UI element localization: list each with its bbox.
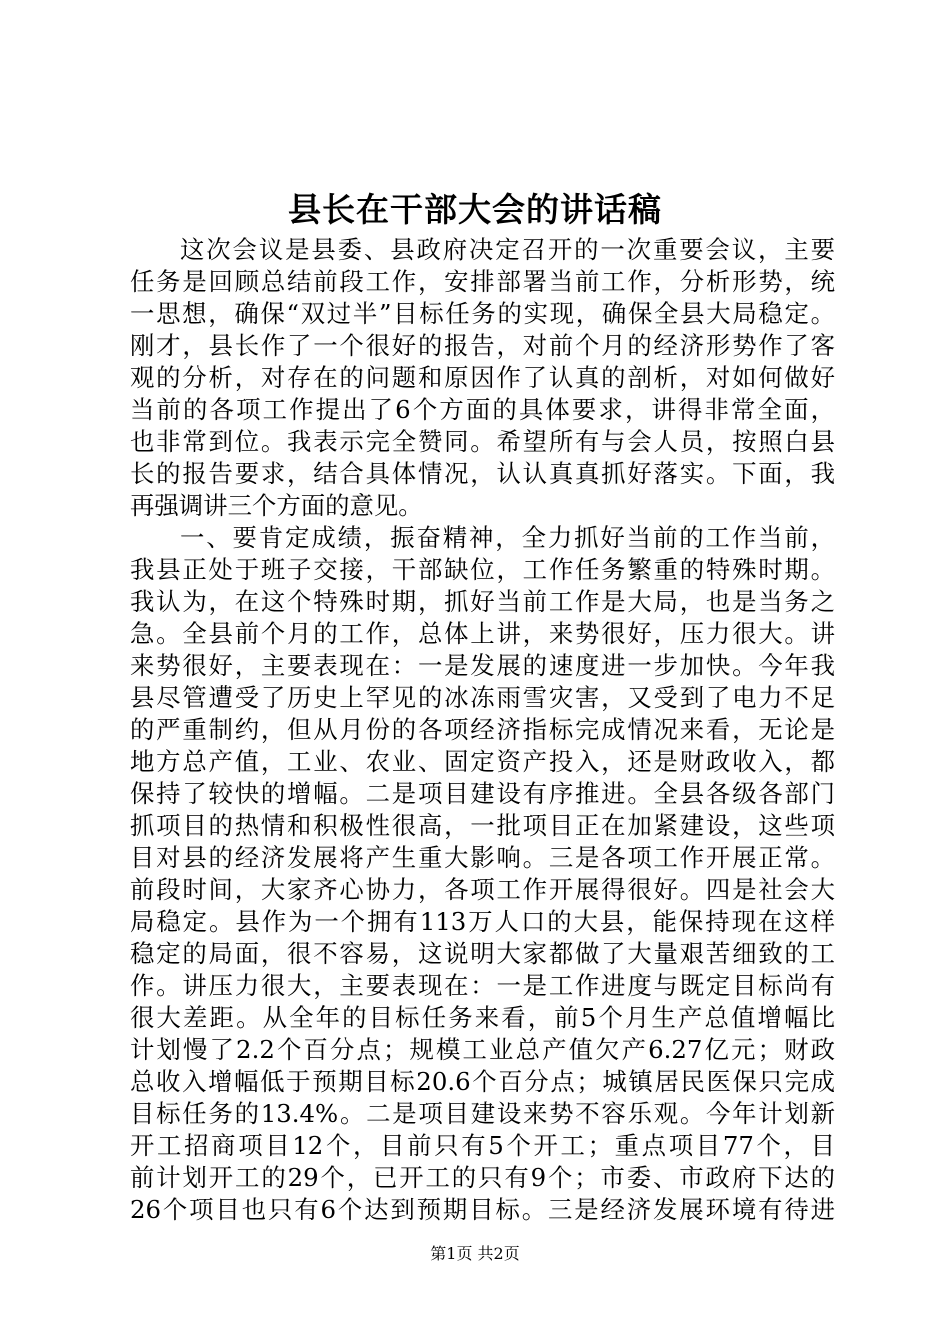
body-line: 26个项目也只有6个达到预期目标。三是经济发展环境有待进 — [130, 1195, 835, 1224]
body-line: 再强调讲三个方面的意见。 — [130, 491, 423, 520]
body-line: 这次会议是县委、县政府决定召开的一次重要会议，主要 — [180, 235, 835, 264]
body-line: 刚才，县长作了一个很好的报告，对前个月的经济形势作了客 — [130, 331, 835, 360]
body-line: 的严重制约，但从月份的各项经济指标完成情况来看，无论是 — [130, 715, 835, 744]
body-line: 计划慢了2.2个百分点；规模工业总产值欠产6.27亿元；财政 — [130, 1035, 835, 1064]
body-line: 前段时间，大家齐心协力，各项工作开展得很好。四是社会大 — [130, 875, 835, 904]
body-line: 我县正处于班子交接，干部缺位，工作任务繁重的特殊时期。 — [130, 555, 835, 584]
body-line: 抓项目的热情和积极性很高，一批项目正在加紧建设，这些项 — [130, 811, 835, 840]
body-line: 任务是回顾总结前段工作，安排部署当前工作，分析形势，统 — [130, 267, 835, 296]
body-line: 总收入增幅低于预期目标20.6个百分点；城镇居民医保只完成 — [130, 1067, 835, 1096]
body-line: 目对县的经济发展将产生重大影响。三是各项工作开展正常。 — [130, 843, 835, 872]
body-line: 当前的各项工作提出了6个方面的具体要求，讲得非常全面， — [130, 395, 835, 424]
body-line: 急。全县前个月的工作，总体上讲，来势很好，压力很大。讲 — [130, 619, 835, 648]
body-line: 长的报告要求，结合具体情况，认认真真抓好落实。下面，我 — [130, 459, 835, 488]
body-line: 作。讲压力很大，主要表现在：一是工作进度与既定目标尚有 — [130, 971, 835, 1000]
body-line: 我认为，在这个特殊时期，抓好当前工作是大局，也是当务之 — [130, 587, 835, 616]
body-line: 县尽管遭受了历史上罕见的冰冻雨雪灾害，又受到了电力不足 — [130, 683, 835, 712]
body-line: 前计划开工的29个，已开工的只有9个；市委、市政府下达的 — [130, 1163, 835, 1192]
body-line: 来势很好，主要表现在：一是发展的速度进一步加快。今年我 — [130, 651, 835, 680]
body-line: 一、要肯定成绩，振奋精神，全力抓好当前的工作当前， — [180, 523, 835, 552]
body-line: 地方总产值，工业、农业、固定资产投入，还是财政收入，都 — [130, 747, 835, 776]
page-footer: 第1页 共2页 — [430, 1244, 520, 1263]
body-line: 局稳定。县作为一个拥有113万人口的大县，能保持现在这样 — [130, 907, 835, 936]
body-line: 保持了较快的增幅。二是项目建设有序推进。全县各级各部门 — [130, 779, 835, 808]
body-line: 也非常到位。我表示完全赞同。希望所有与会人员，按照白县 — [130, 427, 835, 456]
body-line: 观的分析，对存在的问题和原因作了认真的剖析，对如何做好 — [130, 363, 835, 392]
document-title: 县长在干部大会的讲话稿 — [288, 190, 662, 229]
document-body — [130, 234, 835, 1226]
body-line: 一思想，确保“双过半”目标任务的实现，确保全县大局稳定。 — [130, 299, 835, 328]
body-line: 目标任务的13.4%。二是项目建设来势不容乐观。今年计划新 — [130, 1099, 835, 1128]
body-line: 很大差距。从全年的目标任务来看，前5个月生产总值增幅比 — [130, 1003, 835, 1032]
body-line: 稳定的局面，很不容易，这说明大家都做了大量艰苦细致的工 — [130, 939, 835, 968]
body-line: 开工招商项目12个，目前只有5个开工；重点项目77个，目 — [130, 1131, 835, 1160]
